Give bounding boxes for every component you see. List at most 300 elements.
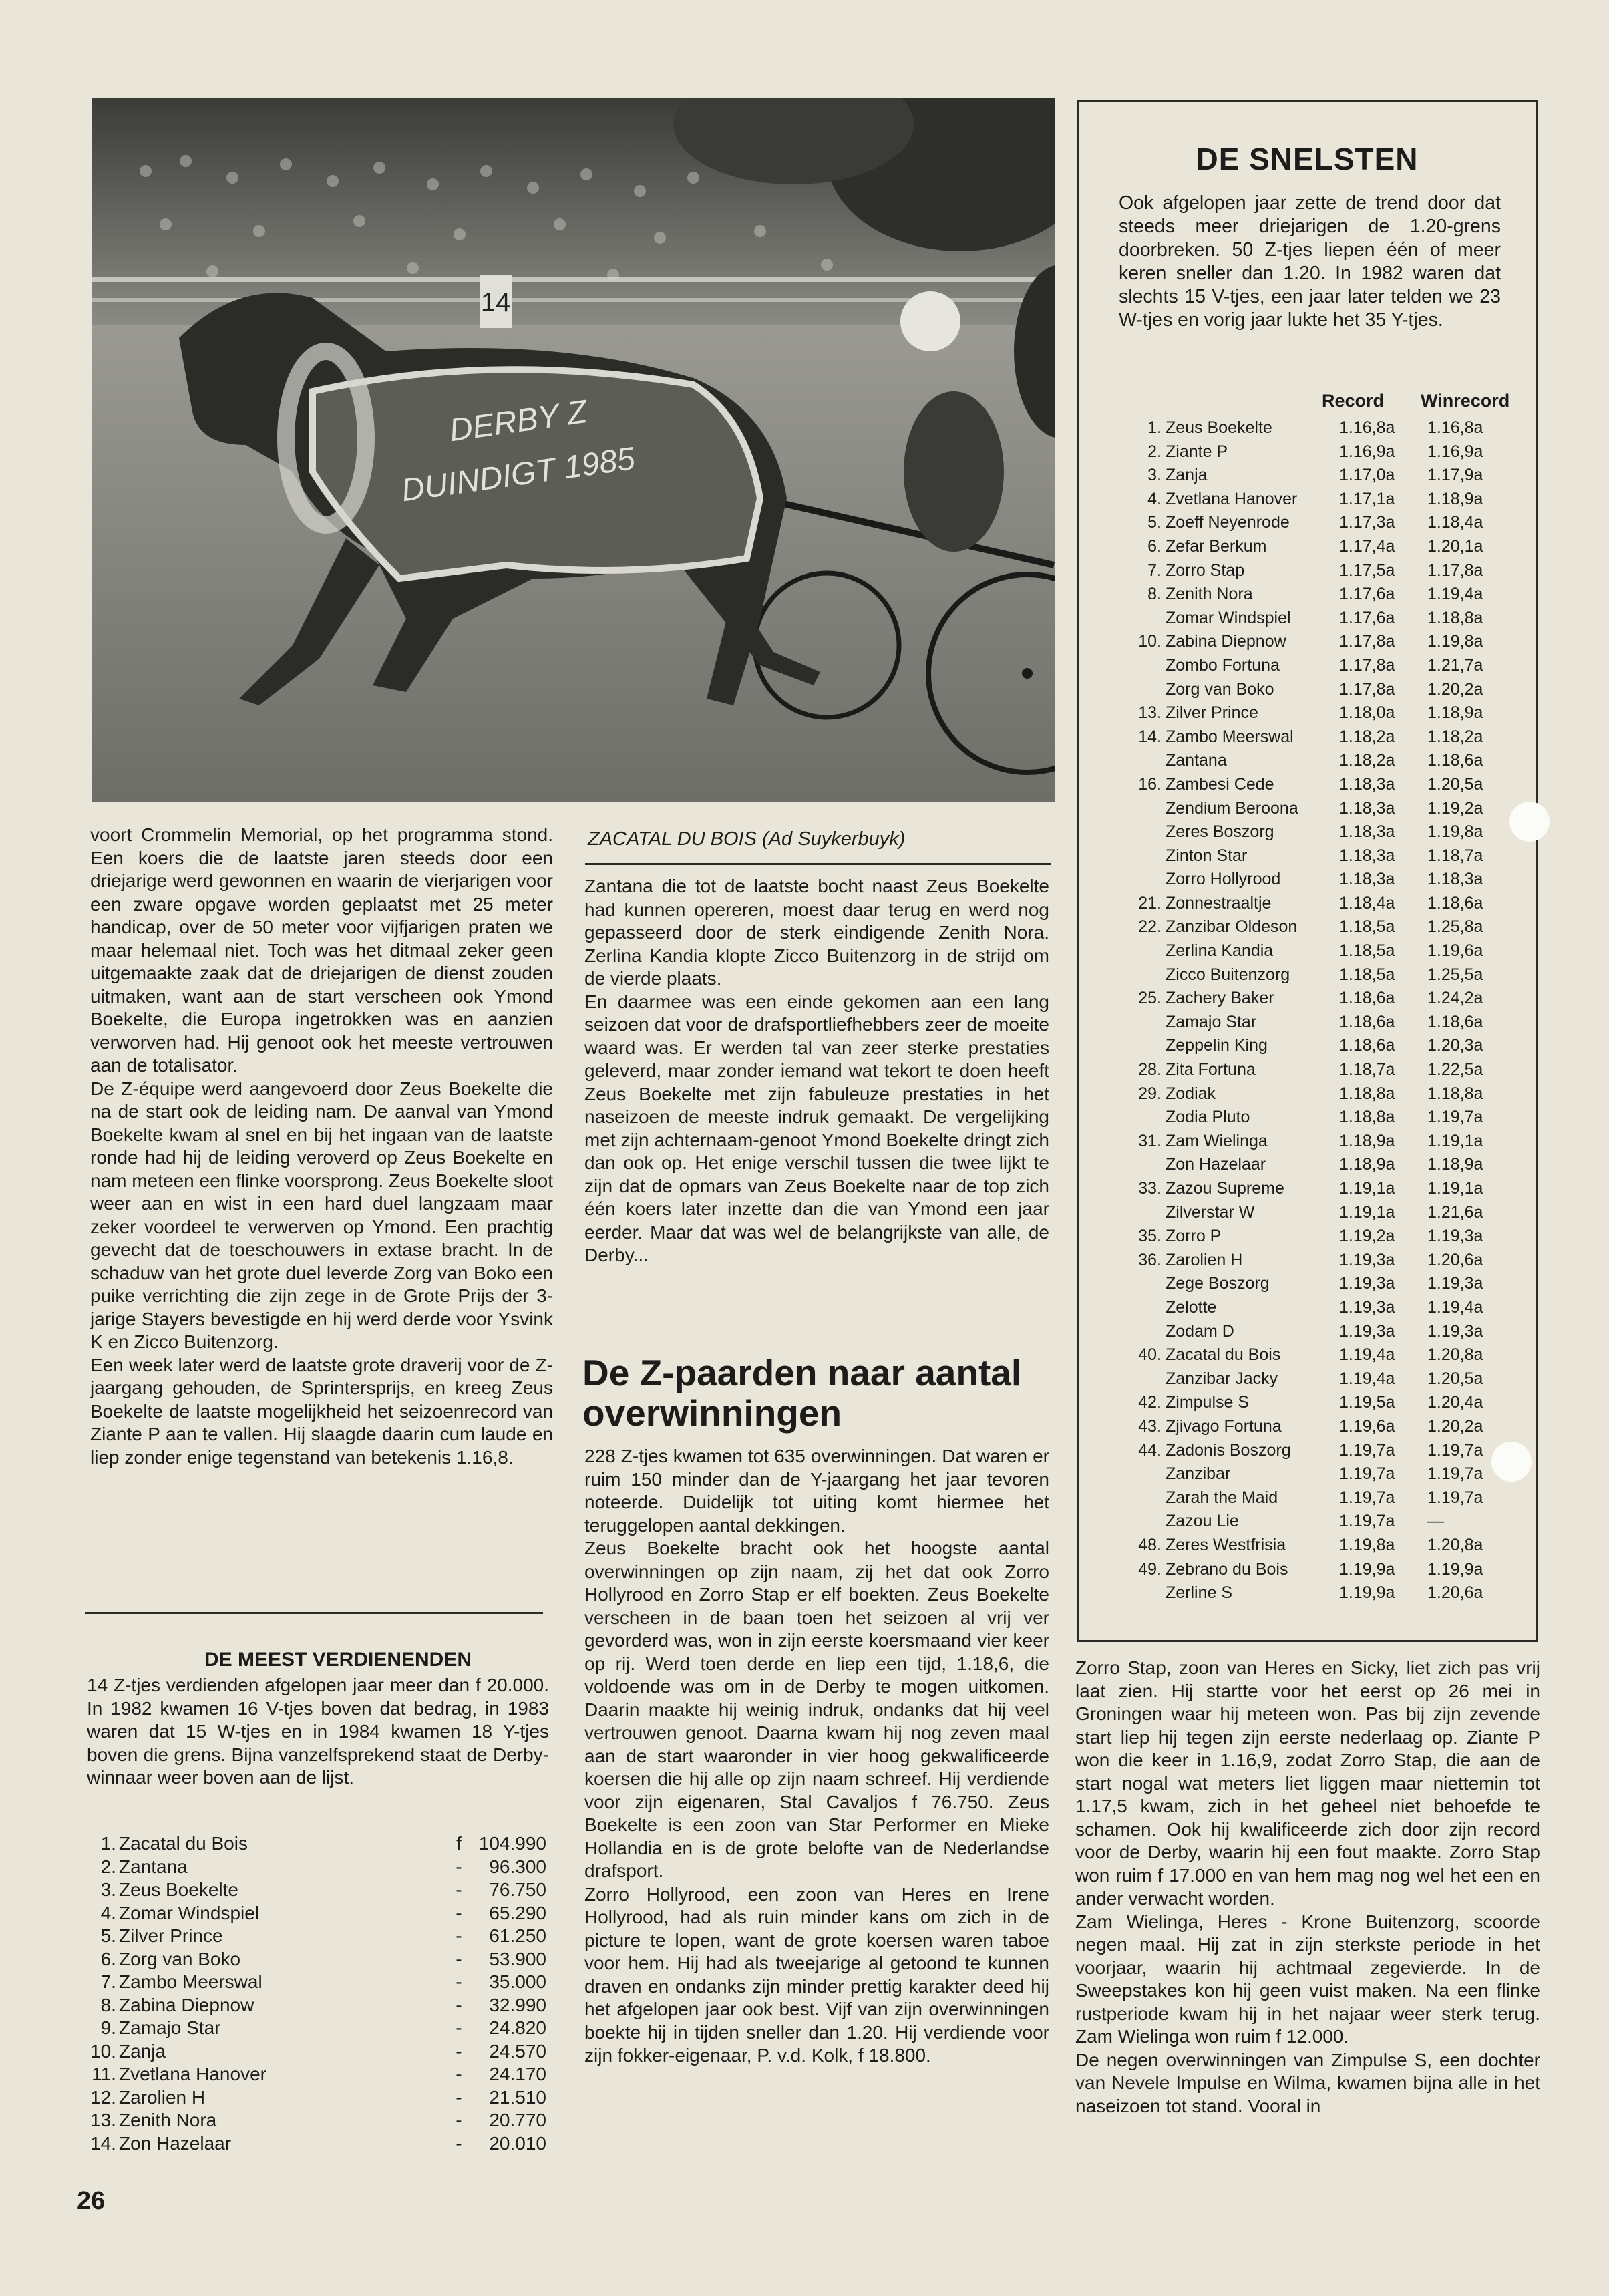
snelsten-intro: Ook afgelopen jaar zette de trend door dat steeds meer driejarigen de 1.20-grens doorbreken. 50 Z-tjes liepen één of meer keren sneller dan 1.20. In 1982 waren dat slechts 15 V-tjes, een jaar later telden we 23 W-tjes en vorig jaar lukte het 35 Y-tjes. bbox=[1119, 192, 1501, 331]
snelsten-win: 1.19,7a bbox=[1427, 1488, 1483, 1507]
snelsten-row bbox=[1079, 1510, 1536, 1534]
snelsten-rank bbox=[1079, 1320, 1166, 1344]
snelsten-table bbox=[1079, 416, 1536, 1605]
snelsten-name: Zerlina Kandia bbox=[1166, 941, 1274, 961]
snelsten-rank: 8. bbox=[1147, 585, 1161, 604]
snelsten-name: Zicco Buitenzorg bbox=[1166, 965, 1290, 984]
earners-section bbox=[87, 1649, 549, 1790]
snelsten-record: 1.18,3a bbox=[1339, 846, 1395, 865]
snelsten-name: Zege Boszorg bbox=[1166, 1274, 1270, 1293]
snelsten-win: 1.19,7a bbox=[1427, 1108, 1483, 1127]
snelsten-box bbox=[1077, 100, 1538, 1642]
snelsten-record: 1.18,2a bbox=[1339, 727, 1395, 746]
snelsten-row bbox=[1079, 1534, 1536, 1558]
snelsten-name: Zjivago Fortuna bbox=[1166, 1416, 1282, 1436]
snelsten-row bbox=[1079, 1486, 1536, 1510]
snelsten-rank: 42. bbox=[1138, 1393, 1161, 1412]
earners-table bbox=[85, 1832, 546, 2155]
snelsten-win: 1.22,5a bbox=[1427, 1060, 1483, 1080]
rug-text-line1: DERBY Z bbox=[447, 393, 590, 449]
earner-prefix: - bbox=[456, 1994, 462, 2015]
snelsten-record: 1.19,4a bbox=[1339, 1345, 1395, 1365]
punch-hole bbox=[1509, 802, 1550, 842]
snelsten-record: 1.19,7a bbox=[1339, 1512, 1395, 1531]
snelsten-row bbox=[1079, 1153, 1536, 1177]
snelsten-name: Zadonis Boszorg bbox=[1166, 1440, 1291, 1460]
earner-rank: 2. bbox=[100, 1856, 116, 1877]
snelsten-rank bbox=[1079, 1581, 1166, 1605]
snelsten-rank: 48. bbox=[1138, 1535, 1161, 1554]
snelsten-rank: 1. bbox=[1147, 418, 1161, 437]
snelsten-record: 1.18,5a bbox=[1339, 941, 1395, 961]
divider-rule bbox=[85, 1612, 543, 1614]
snelsten-rank bbox=[1079, 939, 1166, 963]
snelsten-row bbox=[1079, 535, 1536, 559]
snelsten-win: 1.19,4a bbox=[1427, 585, 1483, 604]
snelsten-name: Zarolien H bbox=[1166, 1250, 1243, 1269]
snelsten-win: 1.18,7a bbox=[1427, 846, 1483, 865]
horse-and-sulky-illustration bbox=[92, 98, 1055, 802]
snelsten-record: 1.19,7a bbox=[1339, 1440, 1395, 1460]
snelsten-name: Zazou Supreme bbox=[1166, 1179, 1284, 1198]
snelsten-rank: 25. bbox=[1138, 989, 1161, 1008]
snelsten-name: Zodia Pluto bbox=[1166, 1108, 1250, 1127]
snelsten-name: Zanzibar Oldeson bbox=[1166, 917, 1298, 937]
punch-hole bbox=[1491, 1442, 1532, 1482]
snelsten-win: 1.18,6a bbox=[1427, 1012, 1483, 1031]
snelsten-win: 1.18,9a bbox=[1427, 489, 1483, 508]
snelsten-row bbox=[1079, 1177, 1536, 1201]
snelsten-name: Zeppelin King bbox=[1166, 1036, 1268, 1055]
snelsten-rank bbox=[1079, 1034, 1166, 1058]
snelsten-row bbox=[1079, 1034, 1536, 1058]
snelsten-win: 1.20,5a bbox=[1427, 1369, 1483, 1388]
snelsten-name: Zorro P bbox=[1166, 1226, 1222, 1246]
snelsten-row bbox=[1079, 1391, 1536, 1415]
earner-row bbox=[85, 1994, 546, 2017]
snelsten-row bbox=[1079, 1130, 1536, 1154]
snelsten-rank: 5. bbox=[1147, 513, 1161, 532]
paragraph: Zeus Boekelte bracht ook het hoogste aantal overwinningen op zijn naam, zij het dat ook Zorro Hollyrood en Zorro Stap er elf boekten. Zeus Boekelte verscheen in de baan toen het seizoen al vrij ver gevorderd was, won in zijn eerste koersmaand vier keer op rij. Werd toen derde en liep een tijd, 1.18,6, die voldoende was om in de Derby te mogen uitkomen. Daarin maakte hij weinig indruk, ondanks dat hij veel vertrouwen genoot. Daarna kwam hij nog zeven maal aan de start waaronder in vier hoog gekwalificeerde koersen die hij alle op zijn naam schreef. Hij verdiende voor zijn eigenaren, Stal Cavaljos f 76.750. Zeus Boekelte is een zoon van Star Performer en Mieke Hollandia en is de grote belofte van de Nederlandse drafsport. bbox=[584, 1538, 1049, 1881]
snelsten-record: 1.19,6a bbox=[1339, 1416, 1395, 1436]
snelsten-win: 1.19,8a bbox=[1427, 822, 1483, 842]
snelsten-row bbox=[1079, 797, 1536, 821]
snelsten-row bbox=[1079, 868, 1536, 892]
snelsten-name: Zonnestraaltje bbox=[1166, 893, 1272, 913]
snelsten-rank: 4. bbox=[1147, 489, 1161, 508]
winrecord-column-header: Winrecord bbox=[1421, 391, 1510, 411]
snelsten-name: Zorro Hollyrood bbox=[1166, 870, 1281, 889]
snelsten-win: 1.20,4a bbox=[1427, 1393, 1483, 1412]
rug-text-line2: DUINDIGT 1985 bbox=[399, 440, 637, 509]
snelsten-row bbox=[1079, 1439, 1536, 1463]
snelsten-row bbox=[1079, 725, 1536, 750]
earner-row bbox=[85, 2132, 546, 2156]
snelsten-row bbox=[1079, 1581, 1536, 1605]
earner-prefix: - bbox=[456, 2086, 462, 2108]
earner-name: Zamajo Star bbox=[118, 2017, 221, 2038]
snelsten-name: Zinton Star bbox=[1166, 846, 1248, 865]
snelsten-row bbox=[1079, 915, 1536, 939]
snelsten-row bbox=[1079, 1320, 1536, 1344]
snelsten-rank: 49. bbox=[1138, 1559, 1161, 1579]
snelsten-record: 1.18,6a bbox=[1339, 1036, 1395, 1055]
snelsten-record: 1.19,3a bbox=[1339, 1297, 1395, 1317]
earner-name: Zenith Nora bbox=[118, 2110, 217, 2130]
snelsten-record: 1.18,6a bbox=[1339, 1012, 1395, 1031]
earner-rank: 6. bbox=[100, 1948, 116, 1969]
snelsten-win: 1.18,9a bbox=[1427, 703, 1483, 723]
snelsten-record: 1.19,5a bbox=[1339, 1393, 1395, 1412]
snelsten-record: 1.17,8a bbox=[1339, 655, 1395, 675]
snelsten-record: 1.18,3a bbox=[1339, 822, 1395, 842]
snelsten-name: Zerline S bbox=[1166, 1583, 1233, 1603]
snelsten-rank bbox=[1079, 820, 1166, 844]
snelsten-name: Zacatal du Bois bbox=[1166, 1345, 1281, 1365]
snelsten-rank: 16. bbox=[1138, 774, 1161, 794]
earner-row bbox=[85, 1832, 546, 1856]
earner-name: Zvetlana Hanover bbox=[118, 2064, 266, 2084]
snelsten-record: 1.17,6a bbox=[1339, 608, 1395, 627]
snelsten-name: Zoeff Neyenrode bbox=[1166, 513, 1290, 532]
snelsten-name: Zambesi Cede bbox=[1166, 774, 1274, 794]
snelsten-win: 1.19,1a bbox=[1427, 1131, 1483, 1150]
snelsten-row bbox=[1079, 1224, 1536, 1249]
caption-rule bbox=[585, 863, 1051, 865]
earner-rank: 1. bbox=[100, 1833, 116, 1854]
snelsten-rank bbox=[1079, 963, 1166, 987]
snelsten-win: 1.19,9a bbox=[1427, 1559, 1483, 1579]
page-number: 26 bbox=[77, 2187, 106, 2215]
snelsten-name: Ziante P bbox=[1166, 442, 1228, 461]
snelsten-name: Zabina Diepnow bbox=[1166, 632, 1286, 651]
snelsten-win: 1.18,2a bbox=[1427, 727, 1483, 746]
snelsten-row bbox=[1079, 1558, 1536, 1582]
snelsten-record: 1.19,1a bbox=[1339, 1202, 1395, 1222]
earner-amount: 20.010 bbox=[489, 2132, 546, 2154]
snelsten-win: 1.25,5a bbox=[1427, 965, 1483, 984]
snelsten-name: Zanzibar bbox=[1166, 1464, 1231, 1484]
snelsten-rank bbox=[1079, 1201, 1166, 1225]
earner-row bbox=[85, 1856, 546, 1879]
snelsten-name: Zendium Beroona bbox=[1166, 798, 1298, 818]
earner-prefix: - bbox=[456, 1902, 462, 1923]
snelsten-record: 1.17,4a bbox=[1339, 536, 1395, 556]
snelsten-win: 1.19,3a bbox=[1427, 1226, 1483, 1246]
earner-rank: 8. bbox=[100, 1994, 116, 2015]
earner-amount: 104.990 bbox=[478, 1833, 546, 1854]
snelsten-rank: 6. bbox=[1147, 536, 1161, 556]
snelsten-row bbox=[1079, 1272, 1536, 1296]
snelsten-record: 1.19,8a bbox=[1339, 1535, 1395, 1554]
snelsten-rank bbox=[1079, 1153, 1166, 1177]
earner-amount: 24.170 bbox=[489, 2064, 546, 2084]
snelsten-win: 1.20,1a bbox=[1427, 536, 1483, 556]
snelsten-name: Zeres Boszorg bbox=[1166, 822, 1274, 842]
paragraph: Een week later werd de laatste grote draverij voor de Z-jaargang gehouden, de Sprintersprijs, en kreeg Zeus Boekelte de laatste mogelijkheid het seizoenrecord van Ziante P aan te vallen. Hij slaagde daarin cum laude en liep zonder enige tegenstand van betekenis 1.16,8. bbox=[90, 1354, 553, 1468]
snelsten-record: 1.19,9a bbox=[1339, 1583, 1395, 1603]
snelsten-win: 1.21,7a bbox=[1427, 655, 1483, 675]
paragraph: 228 Z-tjes kwamen tot 635 overwinningen. Dat waren er ruim 150 minder dan de Y-jaargang het jaar tevoren noteerde. Duidelijk tot uiting komt hiermee het teruggelopen aantal dekkingen. bbox=[584, 1446, 1049, 1536]
snelsten-win: 1.18,3a bbox=[1427, 870, 1483, 889]
snelsten-record: 1.19,9a bbox=[1339, 1559, 1395, 1579]
earner-prefix: - bbox=[456, 2110, 462, 2130]
snelsten-record: 1.18,9a bbox=[1339, 1155, 1395, 1174]
snelsten-rank: 31. bbox=[1138, 1131, 1161, 1150]
earner-name: Zambo Meerswal bbox=[118, 1971, 262, 1992]
snelsten-win: 1.18,8a bbox=[1427, 608, 1483, 627]
snelsten-win: 1.18,6a bbox=[1427, 751, 1483, 770]
snelsten-name: Zita Fortuna bbox=[1166, 1060, 1256, 1080]
snelsten-rank bbox=[1079, 1510, 1166, 1534]
snelsten-rank: 35. bbox=[1138, 1226, 1161, 1246]
snelsten-name: Zon Hazelaar bbox=[1166, 1155, 1266, 1174]
paragraph: Zorro Stap, zoon van Heres en Sicky, liet zich pas vrij laat zien. Hij startte voor het eerst op 26 mei in Groningen waar hij meteen won. Pas bij zijn zevende start liep hij tegen zijn eerste nederlaag op. Ziante P won die keer in 1.16,9, zodat Zorro Stap, die aan de start nogal wat meters liet liggen maar niettemin tot 1.17,5 kwam, zich in het geheel niet behoefde te schamen. Ook hij kwalificeerde zich door zijn record voor de Derby, waarin hij een fout maakte. Zorro Stap won ruim f 17.000 en van hem mag nog wel het een en ander verwacht worden. bbox=[1075, 1657, 1540, 1909]
snelsten-rank bbox=[1079, 797, 1166, 821]
earner-name: Zanja bbox=[118, 2040, 166, 2062]
snelsten-record: 1.18,3a bbox=[1339, 798, 1395, 818]
snelsten-record: 1.19,7a bbox=[1339, 1464, 1395, 1484]
snelsten-row bbox=[1079, 1367, 1536, 1391]
snelsten-name: Zorg van Boko bbox=[1166, 679, 1274, 699]
earner-name: Zeus Boekelte bbox=[118, 1879, 238, 1900]
snelsten-win: 1.20,2a bbox=[1427, 1416, 1483, 1436]
earner-amount: 21.510 bbox=[489, 2086, 546, 2108]
snelsten-record: 1.19,4a bbox=[1339, 1369, 1395, 1388]
earner-row bbox=[85, 1948, 546, 1971]
snelsten-row bbox=[1079, 630, 1536, 654]
snelsten-record: 1.19,3a bbox=[1339, 1250, 1395, 1269]
snelsten-rank: 28. bbox=[1138, 1060, 1161, 1080]
earners-intro: 14 Z-tjes verdienden afgelopen jaar meer dan f 20.000. In 1982 kwamen 16 V-tjes boven dat bedrag, in 1983 waren dat 15 W-tjes en in 1984 kwamen 18 Y-tjes boven die grens. Bijna vanzelfsprekend staat de Derby-winnaar weer boven aan de lijst. bbox=[87, 1675, 549, 1788]
earner-prefix: - bbox=[456, 2017, 462, 2038]
earner-amount: 96.300 bbox=[489, 1856, 546, 1877]
earner-rank: 11. bbox=[92, 2064, 116, 2084]
earner-rank: 3. bbox=[100, 1879, 116, 1900]
snelsten-name: Zachery Baker bbox=[1166, 989, 1274, 1008]
snelsten-win: 1.25,8a bbox=[1427, 917, 1483, 937]
earner-rank: 10. bbox=[90, 2040, 116, 2062]
earner-row bbox=[85, 1925, 546, 1948]
snelsten-name: Zodam D bbox=[1166, 1321, 1234, 1341]
snelsten-record: 1.18,2a bbox=[1339, 751, 1395, 770]
earner-rank: 4. bbox=[100, 1902, 116, 1923]
snelsten-name: Zilverstar W bbox=[1166, 1202, 1255, 1222]
snelsten-rank bbox=[1079, 1106, 1166, 1130]
snelsten-row bbox=[1079, 1106, 1536, 1130]
snelsten-record: 1.18,7a bbox=[1339, 1060, 1395, 1080]
snelsten-record: 1.18,3a bbox=[1339, 870, 1395, 889]
snelsten-row bbox=[1079, 1462, 1536, 1486]
earner-amount: 61.250 bbox=[489, 1925, 546, 1946]
earner-prefix: - bbox=[456, 2064, 462, 2084]
snelsten-win: 1.19,2a bbox=[1427, 798, 1483, 818]
snelsten-name: Zodiak bbox=[1166, 1084, 1216, 1103]
snelsten-record: 1.18,8a bbox=[1339, 1084, 1395, 1103]
snelsten-win: 1.20,8a bbox=[1427, 1535, 1483, 1554]
snelsten-rank: 10. bbox=[1138, 632, 1161, 651]
snelsten-rank bbox=[1079, 1296, 1166, 1320]
earner-row bbox=[85, 2109, 546, 2132]
snelsten-rank bbox=[1079, 1272, 1166, 1296]
snelsten-name: Zanzibar Jacky bbox=[1166, 1369, 1278, 1388]
snelsten-win: 1.20,2a bbox=[1427, 679, 1483, 699]
snelsten-record: 1.18,5a bbox=[1339, 965, 1395, 984]
snelsten-row bbox=[1079, 511, 1536, 535]
snelsten-win: 1.20,5a bbox=[1427, 774, 1483, 794]
snelsten-name: Zilver Prince bbox=[1166, 703, 1258, 723]
snelsten-row bbox=[1079, 583, 1536, 607]
earner-rank: 13. bbox=[90, 2110, 116, 2130]
snelsten-rank bbox=[1079, 868, 1166, 892]
snelsten-name: Zelotte bbox=[1166, 1297, 1217, 1317]
earner-row bbox=[85, 1971, 546, 1994]
earner-amount: 24.820 bbox=[489, 2017, 546, 2038]
snelsten-record: 1.17,8a bbox=[1339, 679, 1395, 699]
earner-row bbox=[85, 1902, 546, 1925]
earner-row bbox=[85, 2040, 546, 2064]
col2-article-top bbox=[584, 875, 1049, 1267]
snelsten-record: 1.17,0a bbox=[1339, 466, 1395, 485]
earner-prefix: - bbox=[456, 1925, 462, 1946]
snelsten-rank: 29. bbox=[1138, 1084, 1161, 1103]
snelsten-win: 1.20,8a bbox=[1427, 1345, 1483, 1365]
snelsten-record: 1.16,9a bbox=[1339, 442, 1395, 461]
earner-prefix: - bbox=[456, 1971, 462, 1992]
snelsten-name: Zazou Lie bbox=[1166, 1512, 1239, 1531]
snelsten-rank bbox=[1079, 1011, 1166, 1035]
snelsten-rank bbox=[1079, 1462, 1166, 1486]
snelsten-win: 1.18,9a bbox=[1427, 1155, 1483, 1174]
snelsten-record: 1.18,5a bbox=[1339, 917, 1395, 937]
snelsten-record: 1.19,3a bbox=[1339, 1274, 1395, 1293]
snelsten-record: 1.18,3a bbox=[1339, 774, 1395, 794]
snelsten-record: 1.17,3a bbox=[1339, 513, 1395, 532]
snelsten-rank: 40. bbox=[1138, 1345, 1161, 1365]
paragraph: En daarmee was een einde gekomen aan een lang seizoen dat voor de drafsportliefhebbers zeer de moeite waard was. Er werden tal van zeer sterke prestaties geleverd, maar zonder iemand wat tekort te doen heeft Zeus Boekelte met zijn fabuleuze prestaties in het naseizoen de meeste indruk gemaakt. De vergelijking met zijn achternaam-genoot Ymond Boekelte dringt zich dan ook op. Het enige verschil tussen die twee lijkt te zijn dat de opmars van Zeus Boekelte naar de top zich één koers later inzette dan die van Ymond een jaar eerder. Maar dat was wel de belangrijkste van alle, de Derby... bbox=[584, 991, 1049, 1265]
snelsten-win: 1.24,2a bbox=[1427, 989, 1483, 1008]
snelsten-rank bbox=[1079, 749, 1166, 773]
snelsten-win: 1.19,7a bbox=[1427, 1464, 1483, 1484]
snelsten-rank: 21. bbox=[1138, 893, 1161, 913]
snelsten-win: 1.19,4a bbox=[1427, 1297, 1483, 1317]
snelsten-row bbox=[1079, 939, 1536, 963]
snelsten-row bbox=[1079, 773, 1536, 797]
snelsten-win: 1.19,3a bbox=[1427, 1274, 1483, 1293]
snelsten-record: 1.17,5a bbox=[1339, 560, 1395, 580]
snelsten-record: 1.18,9a bbox=[1339, 1131, 1395, 1150]
snelsten-name: Zarah the Maid bbox=[1166, 1488, 1278, 1507]
earner-amount: 20.770 bbox=[489, 2110, 546, 2130]
snelsten-win: 1.17,8a bbox=[1427, 560, 1483, 580]
earner-prefix: - bbox=[456, 1856, 462, 1877]
earners-title: DE MEEST VERDIENENDEN bbox=[204, 1649, 472, 1671]
snelsten-record: 1.18,6a bbox=[1339, 989, 1395, 1008]
earner-row bbox=[85, 2017, 546, 2040]
earner-name: Zorg van Boko bbox=[118, 1948, 241, 1969]
snelsten-name: Zorro Stap bbox=[1166, 560, 1245, 580]
snelsten-rank: 14. bbox=[1138, 727, 1161, 746]
paragraph: voort Crommelin Memorial, op het programma stond. Een koers die de laatste jaren steeds door een driejarige werd gewonnen en waarin de vierjarigen voor een zware opgave worden geplaatst met 25 meter handicap, over de 50 meter voor vijfjarigen praten we maar helemaal niet. Toch was het ditmaal zeker geen uitgemaakte zaak dat de driejarigen de dienst zouden uitmaken, want aan de start verscheen ook Ymond Boekelte, die Europa ingetrokken was en aanzien verworven had. Hij genoot ook het meeste vertrouwen aan de totalisator. bbox=[90, 824, 553, 1076]
snelsten-win: 1.19,1a bbox=[1427, 1179, 1483, 1198]
snelsten-record: 1.17,6a bbox=[1339, 585, 1395, 604]
snelsten-row bbox=[1079, 749, 1536, 773]
snelsten-win: 1.18,6a bbox=[1427, 893, 1483, 913]
snelsten-record: 1.17,8a bbox=[1339, 632, 1395, 651]
earner-name: Zantana bbox=[118, 1856, 188, 1877]
snelsten-win: 1.16,9a bbox=[1427, 442, 1483, 461]
earner-amount: 24.570 bbox=[489, 2040, 546, 2062]
snelsten-name: Zambo Meerswal bbox=[1166, 727, 1294, 746]
snelsten-row bbox=[1079, 701, 1536, 725]
snelsten-rank: 36. bbox=[1138, 1250, 1161, 1269]
snelsten-win: 1.21,6a bbox=[1427, 1202, 1483, 1222]
snelsten-rank bbox=[1079, 678, 1166, 702]
snelsten-row bbox=[1079, 488, 1536, 512]
col2-article-bottom bbox=[584, 1445, 1049, 2068]
snelsten-record: 1.18,0a bbox=[1339, 703, 1395, 723]
snelsten-row bbox=[1079, 654, 1536, 678]
earner-row bbox=[85, 2086, 546, 2110]
earner-amount: 76.750 bbox=[489, 1879, 546, 1900]
earner-prefix: - bbox=[456, 1948, 462, 1969]
snelsten-row bbox=[1079, 678, 1536, 702]
snelsten-rank bbox=[1079, 1367, 1166, 1391]
snelsten-row bbox=[1079, 440, 1536, 464]
snelsten-row bbox=[1079, 892, 1536, 916]
paragraph: Zam Wielinga, Heres - Krone Buitenzorg, scoorde negen maal. Hij zat in zijn sterkste periode in het voorjaar, waarin hij achtmaal zegevierde. In de Sweepstakes kon hij geen vuist maken. Na een flinke rustperiode kwam hij in het najaar weer sterk terug. Zam Wielinga won ruim f 12.000. bbox=[1075, 1911, 1540, 2047]
snelsten-row bbox=[1079, 607, 1536, 631]
snelsten-row bbox=[1079, 1415, 1536, 1439]
snelsten-win: 1.19,3a bbox=[1427, 1321, 1483, 1341]
snelsten-rank bbox=[1079, 1486, 1166, 1510]
snelsten-row bbox=[1079, 987, 1536, 1011]
snelsten-row bbox=[1079, 820, 1536, 844]
snelsten-record: 1.16,8a bbox=[1339, 418, 1395, 437]
snelsten-rank: 33. bbox=[1138, 1179, 1161, 1198]
snelsten-rank bbox=[1079, 844, 1166, 868]
snelsten-rank: 22. bbox=[1138, 917, 1161, 937]
snelsten-record: 1.19,2a bbox=[1339, 1226, 1395, 1246]
earner-amount: 32.990 bbox=[489, 1994, 546, 2015]
snelsten-win: 1.19,7a bbox=[1427, 1440, 1483, 1460]
snelsten-win: 1.18,4a bbox=[1427, 513, 1483, 532]
photo-caption: ZACATAL DU BOIS (Ad Suykerbuyk) bbox=[588, 828, 906, 850]
snelsten-row bbox=[1079, 464, 1536, 488]
snelsten-name: Zomar Windspiel bbox=[1166, 608, 1291, 627]
earner-rank: 9. bbox=[100, 2017, 116, 2038]
earner-row bbox=[85, 1878, 546, 1902]
snelsten-rank bbox=[1079, 607, 1166, 631]
snelsten-rank: 43. bbox=[1138, 1416, 1161, 1436]
snelsten-rank: 13. bbox=[1138, 703, 1161, 723]
snelsten-rank: 44. bbox=[1138, 1440, 1161, 1460]
harness-race-photo bbox=[92, 98, 1055, 802]
snelsten-win: — bbox=[1427, 1512, 1444, 1531]
snelsten-name: Zombo Fortuna bbox=[1166, 655, 1280, 675]
earner-name: Zarolien H bbox=[118, 2086, 206, 2108]
snelsten-record: 1.19,7a bbox=[1339, 1488, 1395, 1507]
snelsten-win: 1.19,8a bbox=[1427, 632, 1483, 651]
snelsten-record: 1.17,1a bbox=[1339, 489, 1395, 508]
snelsten-row bbox=[1079, 1082, 1536, 1106]
earner-rank: 14. bbox=[90, 2132, 116, 2154]
earner-name: Zilver Prince bbox=[118, 1925, 223, 1946]
earner-prefix: - bbox=[456, 2132, 462, 2154]
snelsten-row bbox=[1079, 559, 1536, 583]
number-board-text: 14 bbox=[480, 288, 511, 317]
earner-rank: 12. bbox=[90, 2086, 116, 2108]
